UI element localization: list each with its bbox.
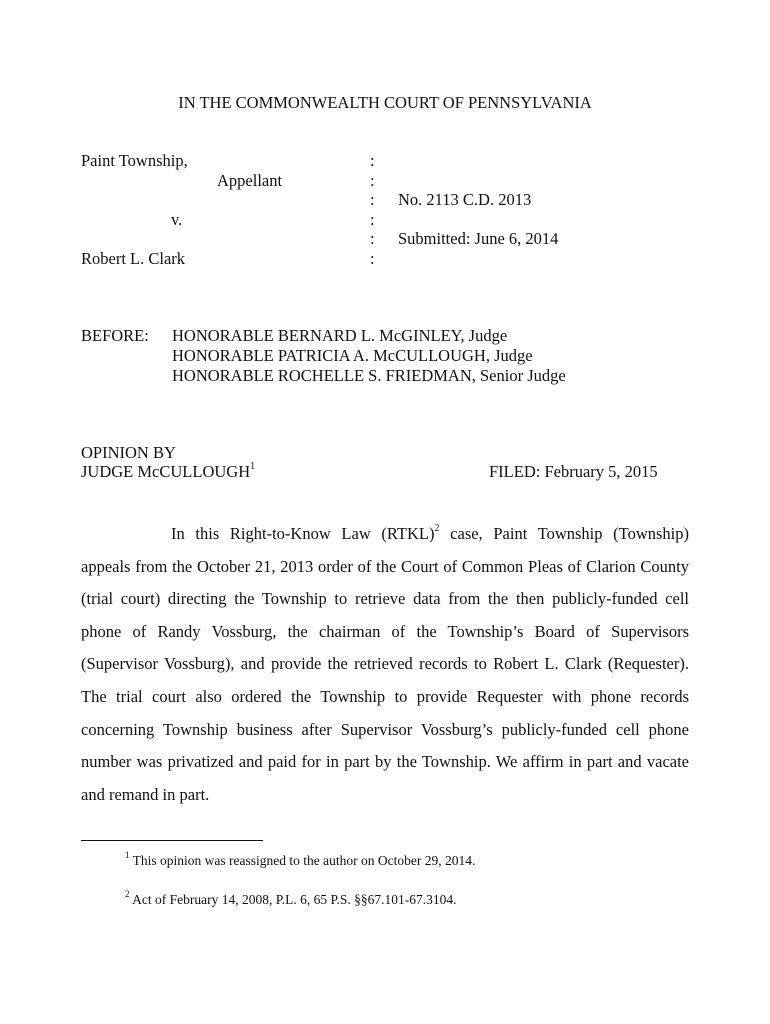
footnote xyxy=(125,888,457,908)
footnote-number: 1 xyxy=(125,849,130,860)
footnote-ref: 2 xyxy=(434,522,440,534)
versus-text: v. xyxy=(171,210,183,229)
court-heading: IN THE COMMONWEALTH COURT OF PENNSYLVANIA xyxy=(178,93,592,112)
judge-line: HONORABLE BERNARD L. McGINLEY, Judge xyxy=(172,326,508,345)
filed-date: FILED: February 5, 2015 xyxy=(489,462,658,481)
before-label: BEFORE: xyxy=(81,326,149,345)
footnote-number: 2 xyxy=(125,888,130,899)
caption-separator: : xyxy=(370,249,375,268)
judge-line: HONORABLE ROCHELLE S. FRIEDMAN, Senior Judge xyxy=(172,366,566,385)
footnote-divider xyxy=(81,840,263,841)
opinion-author xyxy=(81,462,255,482)
appellee-name: Robert L. Clark xyxy=(81,249,186,268)
footnote-ref: 1 xyxy=(250,460,256,472)
opinion-by-label: OPINION BY xyxy=(81,443,176,462)
submitted-date: Submitted: June 6, 2014 xyxy=(398,229,559,248)
body-text-rest: case, Paint Township (Township) appeals from the October 21, 2013 order of the Court of Common Pleas of Clarion County (trial court) directing the Township to retrieve data from the then publicly-funded cell phone of Randy Vossburg, the chairman of the Township’s Board of Supervisors (Supervisor Vossburg), and provide the retrieved records to Robert L. Clark (Requester). The trial court also ordered the Township to provide Requester with phone records concerning Township business after Supervisor Vossburg’s publicly-funded cell phone number was privatized and paid for in part by the Township. We affirm in part and vacate and remand in part. xyxy=(81,524,690,804)
appellant-name: Paint Township, xyxy=(81,151,188,170)
caption-separator: : xyxy=(370,151,375,170)
docket-number: No. 2113 C.D. 2013 xyxy=(398,190,532,209)
caption-separator: : xyxy=(370,171,375,190)
caption-separator: : xyxy=(370,190,375,209)
footnote-text: This opinion was reassigned to the author on October 29, 2014. xyxy=(132,853,476,868)
opinion-body-paragraph xyxy=(81,518,689,811)
appellant-role: Appellant xyxy=(217,171,283,190)
opinion-author-name: JUDGE McCULLOUGH xyxy=(81,462,251,481)
footnote-text: Act of February 14, 2008, P.L. 6, 65 P.S. §§67.101-67.3104. xyxy=(132,892,457,907)
caption-separator: : xyxy=(370,229,375,248)
caption-separator: : xyxy=(370,210,375,229)
body-text-start: In this Right-to-Know Law (RTKL) xyxy=(171,524,435,543)
judge-line: HONORABLE PATRICIA A. McCULLOUGH, Judge xyxy=(172,346,533,365)
footnote xyxy=(125,849,476,869)
